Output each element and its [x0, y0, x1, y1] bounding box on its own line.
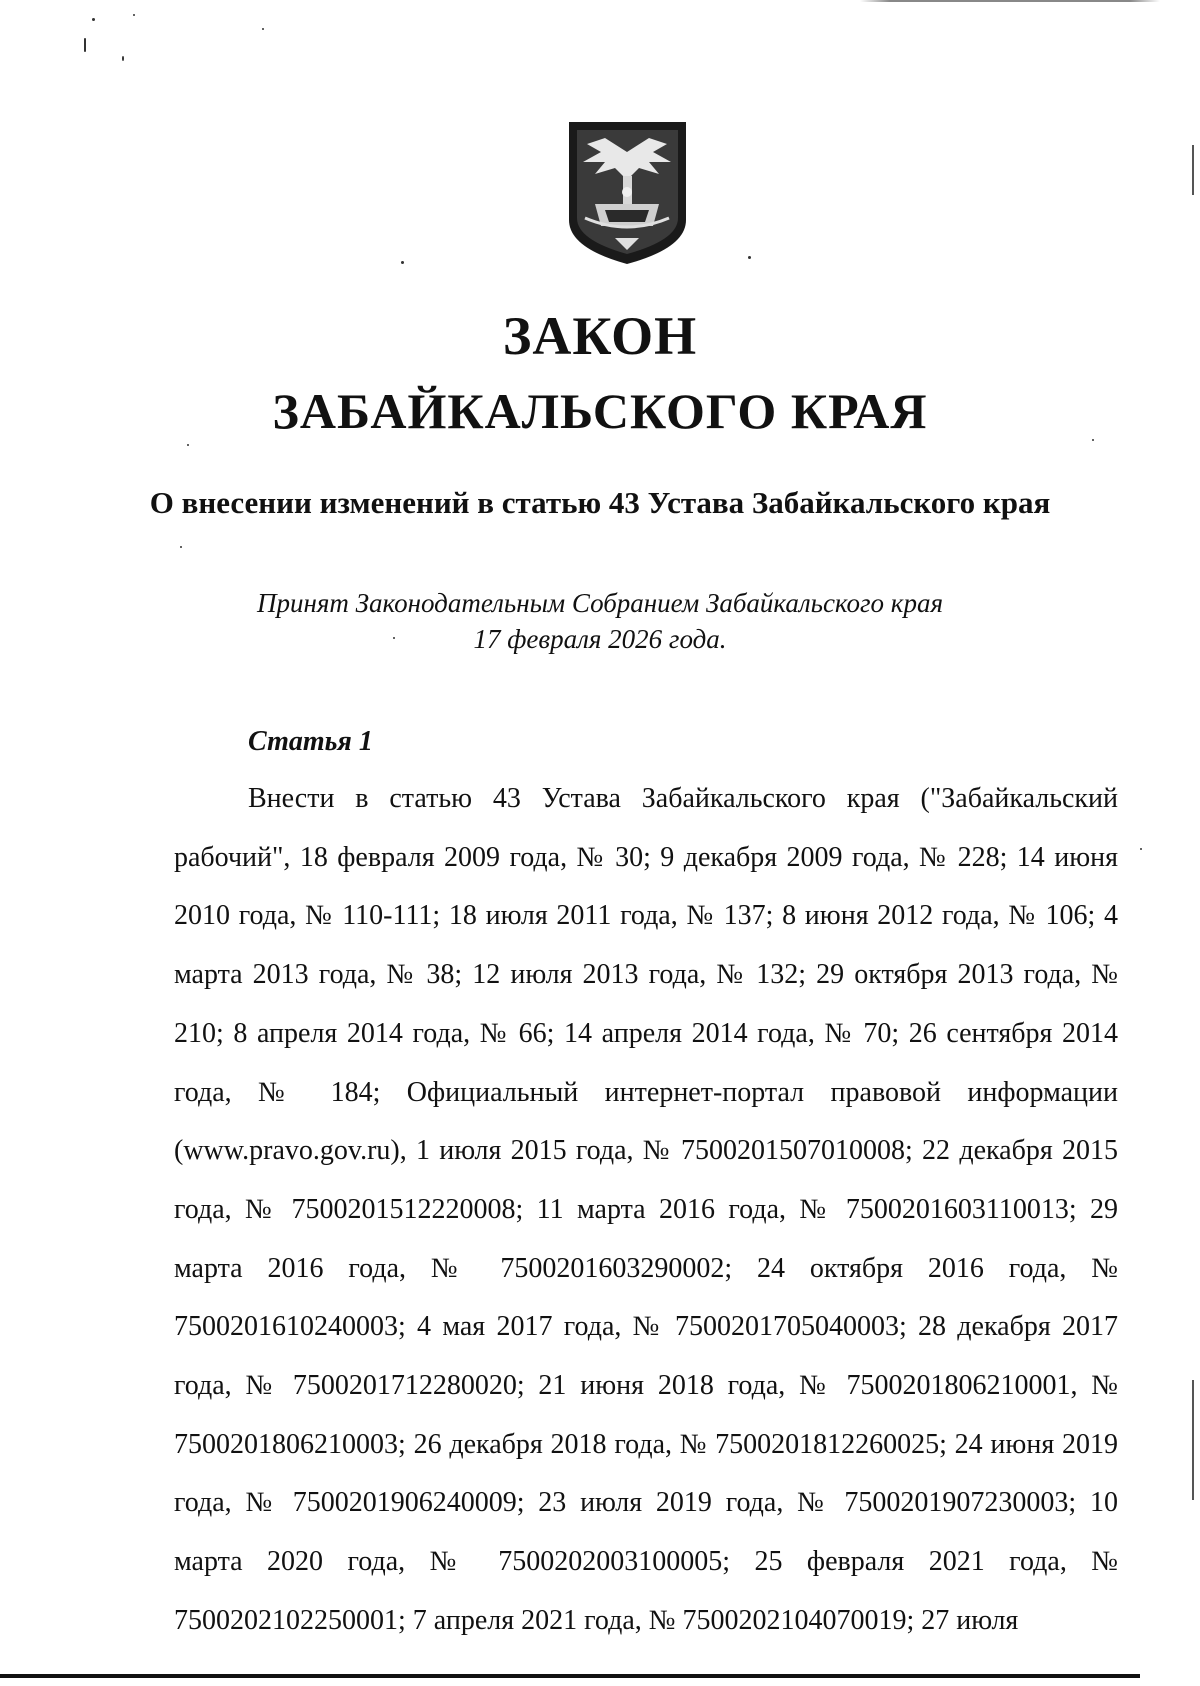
adopted-by: Принят Законодательным Собранием Забайкальского края [256, 588, 943, 618]
document-title: ЗАКОН [502, 306, 698, 366]
scan-speck [401, 261, 404, 264]
scan-speck [122, 56, 124, 61]
scan-edge-right [1192, 145, 1194, 195]
scan-edge-top [860, 0, 1160, 2]
scan-speck [92, 18, 95, 21]
scan-speck [84, 38, 86, 52]
scan-speck [187, 444, 189, 446]
scan-speck [180, 546, 182, 548]
page-bottom-rule [0, 1674, 1140, 1678]
law-subject: О внесении изменений в статью 43 Устава Забайкальского края [149, 485, 1051, 520]
scan-speck [262, 28, 264, 30]
scan-speck [748, 256, 751, 259]
scan-speck [133, 14, 135, 16]
article-heading: Статья 1 [248, 726, 373, 757]
adopted-date: 17 февраля 2026 года. [473, 624, 727, 654]
scan-edge-right [1192, 1380, 1194, 1500]
coat-of-arms-emblem [565, 118, 690, 266]
article-body: Внести в статью 43 Устава Забайкальского края ("Забайкальский рабочий", 18 февраля 2009 года, № 30; 9 декабря 2009 года, № 228; 14 июня 2010 года, № 110-111; 18 июля 2011 года, № 137; 8 июня 2012 года, № 106; 4 марта 2013 года, № 38; 12 июля 2013 года, № 132; 29 октября 2013 года, № 210; 8 апреля 2014 года, № 66; 14 апреля 2014 года, № 70; 26 сентября 2014 года, № 184; Официальный интернет-портал правовой информации (www.pravo.gov.ru), 1 июля 2015 года, № 7500201507010008; 22 декабря 2015 года, № 7500201512220008; 11 марта 2016 года, № 7500201603110013; 29 марта 2016 года, № 7500201603290002; 24 октября 2016 года, № 7500201610240003; 4 мая 2017 года, № 7500201705040003; 28 декабря 2017 года, № 7500201712280020; 21 июня 2018 года, № 7500201806210001, № 7500201806210003; 26 декабря 2018 года, № 7500201812260025; 24 июня 2019 года, № 7500201906240009; 23 июля 2019 года, № 7500201907230003; 10 марта 2020 года, № 7500202003100005; 25 февраля 2021 года, № 7500202102250001; 7 апреля 2021 года, № 7500202104070019; 27 июля [174, 783, 1118, 1636]
document-title-region: ЗАБАЙКАЛЬСКОГО КРАЯ [272, 383, 928, 439]
scan-speck [1140, 848, 1142, 850]
